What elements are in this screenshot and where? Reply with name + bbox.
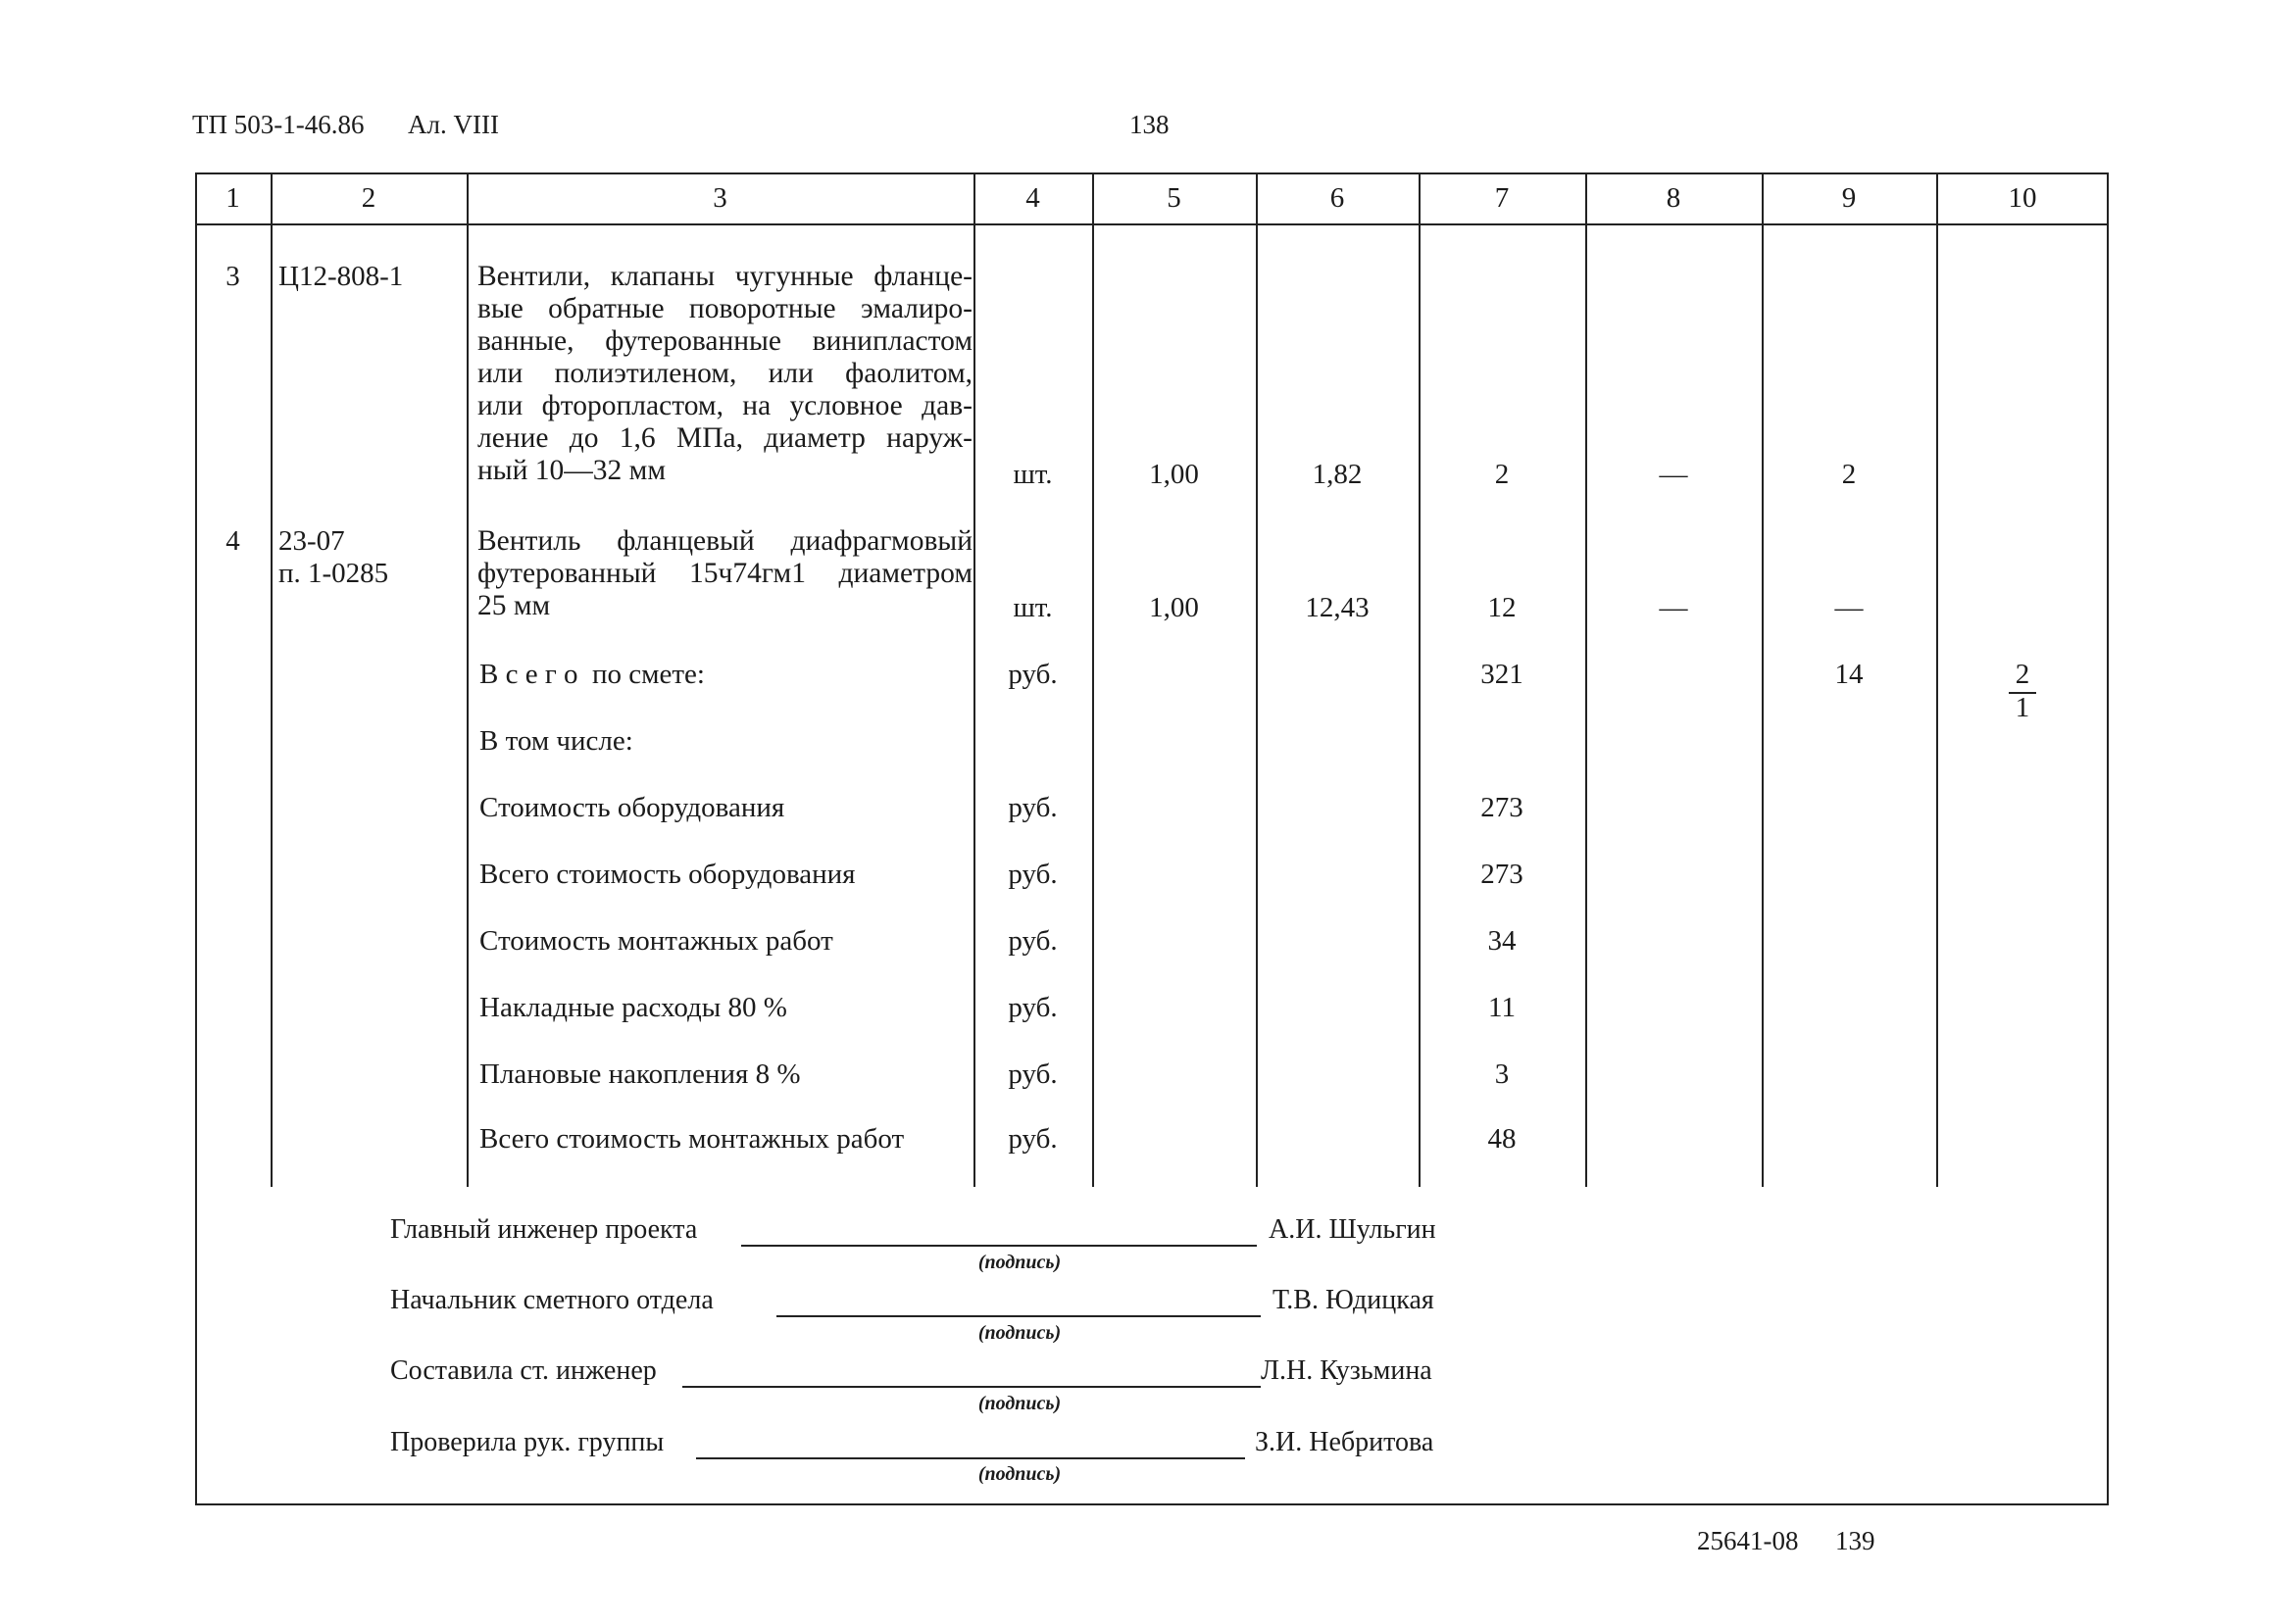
signature-role: Главный инженер проекта [390, 1214, 698, 1245]
column-divider [271, 172, 273, 1187]
signature-line [741, 1245, 1257, 1247]
item-code: 23-07 [278, 525, 345, 557]
column-header: 9 [1841, 182, 1857, 214]
doc-code: ТП 503-1-46.86 [192, 110, 365, 139]
item-code: п. 1-0285 [278, 558, 389, 589]
item-col7: 2 [1494, 459, 1510, 490]
column-header: 2 [361, 182, 376, 214]
column-header: 8 [1666, 182, 1681, 214]
signature-name: Л.Н. Кузьмина [1261, 1355, 1432, 1386]
summary-unit: руб. [1008, 659, 1058, 690]
signature-role: Составила ст. инженер [390, 1355, 657, 1386]
footer-page-number: 139 [1835, 1526, 1875, 1555]
summary-col7: 11 [1488, 992, 1516, 1023]
summary-label: Всего стоимость монтажных работ [479, 1123, 905, 1155]
signature-caption: (подпись) [977, 1252, 1062, 1273]
fraction-denominator: 1 [2015, 692, 2030, 723]
item-code: Ц12-808-1 [278, 261, 404, 292]
column-header: 1 [225, 182, 240, 214]
column-header: 3 [713, 182, 727, 214]
footer-doc-number: 25641-08 [1697, 1526, 1799, 1555]
column-divider [1092, 172, 1094, 1187]
signature-line [696, 1457, 1245, 1459]
signature-name: Т.В. Юдицкая [1272, 1285, 1434, 1315]
summary-unit: руб. [1008, 859, 1058, 890]
signature-caption: (подпись) [977, 1393, 1062, 1414]
column-divider [1585, 172, 1587, 1187]
item-description-line: ный 10—32 мм [477, 455, 666, 486]
item-price: 1,82 [1312, 459, 1363, 490]
summary-col7: 273 [1480, 792, 1523, 823]
summary-label: Плановые накопления 8 % [479, 1058, 801, 1090]
signature-caption: (подпись) [977, 1322, 1062, 1344]
item-description-line: 25 мм [477, 590, 551, 621]
column-header: 7 [1494, 182, 1510, 214]
summary-unit: руб. [1008, 1058, 1058, 1090]
signature-name: З.И. Небритова [1255, 1427, 1434, 1457]
summary-col9: 14 [1834, 659, 1864, 690]
item-number: 3 [225, 261, 240, 292]
summary-col7: 3 [1494, 1058, 1510, 1090]
item-quantity: 1,00 [1149, 592, 1199, 623]
item-description-line: или полиэтиленом, или фаолитом, [477, 358, 973, 389]
signature-name: А.И. Шульгин [1269, 1214, 1436, 1245]
summary-unit: руб. [1008, 992, 1058, 1023]
item-description-line: вые обратные поворотные эмалиро- [477, 293, 973, 324]
summary-label: Всего стоимость оборудования [479, 859, 856, 890]
item-quantity: 1,00 [1149, 459, 1199, 490]
column-header: 10 [2008, 182, 2037, 214]
column-header: 4 [1025, 182, 1040, 214]
summary-col7: 321 [1480, 659, 1523, 690]
summary-col7: 34 [1487, 925, 1517, 957]
column-divider [467, 172, 469, 1187]
column-divider [1256, 172, 1258, 1187]
signature-line [682, 1386, 1261, 1388]
item-description-line: или фторопластом, на условное дав- [477, 390, 973, 421]
column-header: 6 [1329, 182, 1345, 214]
column-divider [1936, 172, 1938, 1187]
header-row-divider [195, 223, 2109, 225]
item-unit: шт. [1013, 459, 1053, 490]
summary-col7: 48 [1487, 1123, 1517, 1155]
summary-unit: руб. [1008, 1123, 1058, 1155]
item-description-line: Вентили, клапаны чугунные фланце- [477, 261, 973, 292]
signature-role: Проверила рук. группы [390, 1427, 665, 1457]
item-description-line: Вентиль фланцевый диафрагмовый [477, 525, 973, 557]
item-description-line: футерованный 15ч74гм1 диаметром [477, 558, 973, 589]
signature-caption: (подпись) [977, 1463, 1062, 1485]
summary-label: Стоимость монтажных работ [479, 925, 833, 957]
item-description-line: ванные, футерованные винипластом [477, 325, 973, 357]
item-col8: — [1659, 459, 1688, 490]
column-header: 5 [1167, 182, 1181, 214]
signature-role: Начальник сметного отдела [390, 1285, 714, 1315]
item-description-line: ление до 1,6 МПа, диаметр наруж- [477, 422, 973, 454]
item-unit: шт. [1013, 592, 1053, 623]
item-price: 12,43 [1305, 592, 1370, 623]
item-col8: — [1659, 592, 1688, 623]
summary-col7: 273 [1480, 859, 1523, 890]
page-number: 138 [1129, 110, 1170, 139]
item-col9: 2 [1841, 459, 1857, 490]
summary-unit: руб. [1008, 925, 1058, 957]
summary-label: В с е г о по смете: [479, 659, 705, 690]
summary-unit: руб. [1008, 792, 1058, 823]
item-number: 4 [225, 525, 240, 557]
item-col9: — [1834, 592, 1864, 623]
album-label: Ал. VIII [408, 110, 499, 139]
summary-label: Накладные расходы 80 % [479, 992, 787, 1023]
signature-line [776, 1315, 1261, 1317]
fraction-numerator: 2 [2015, 659, 2030, 690]
summary-label: Стоимость оборудования [479, 792, 785, 823]
summary-label: В том числе: [479, 725, 633, 757]
item-col7: 12 [1487, 592, 1517, 623]
